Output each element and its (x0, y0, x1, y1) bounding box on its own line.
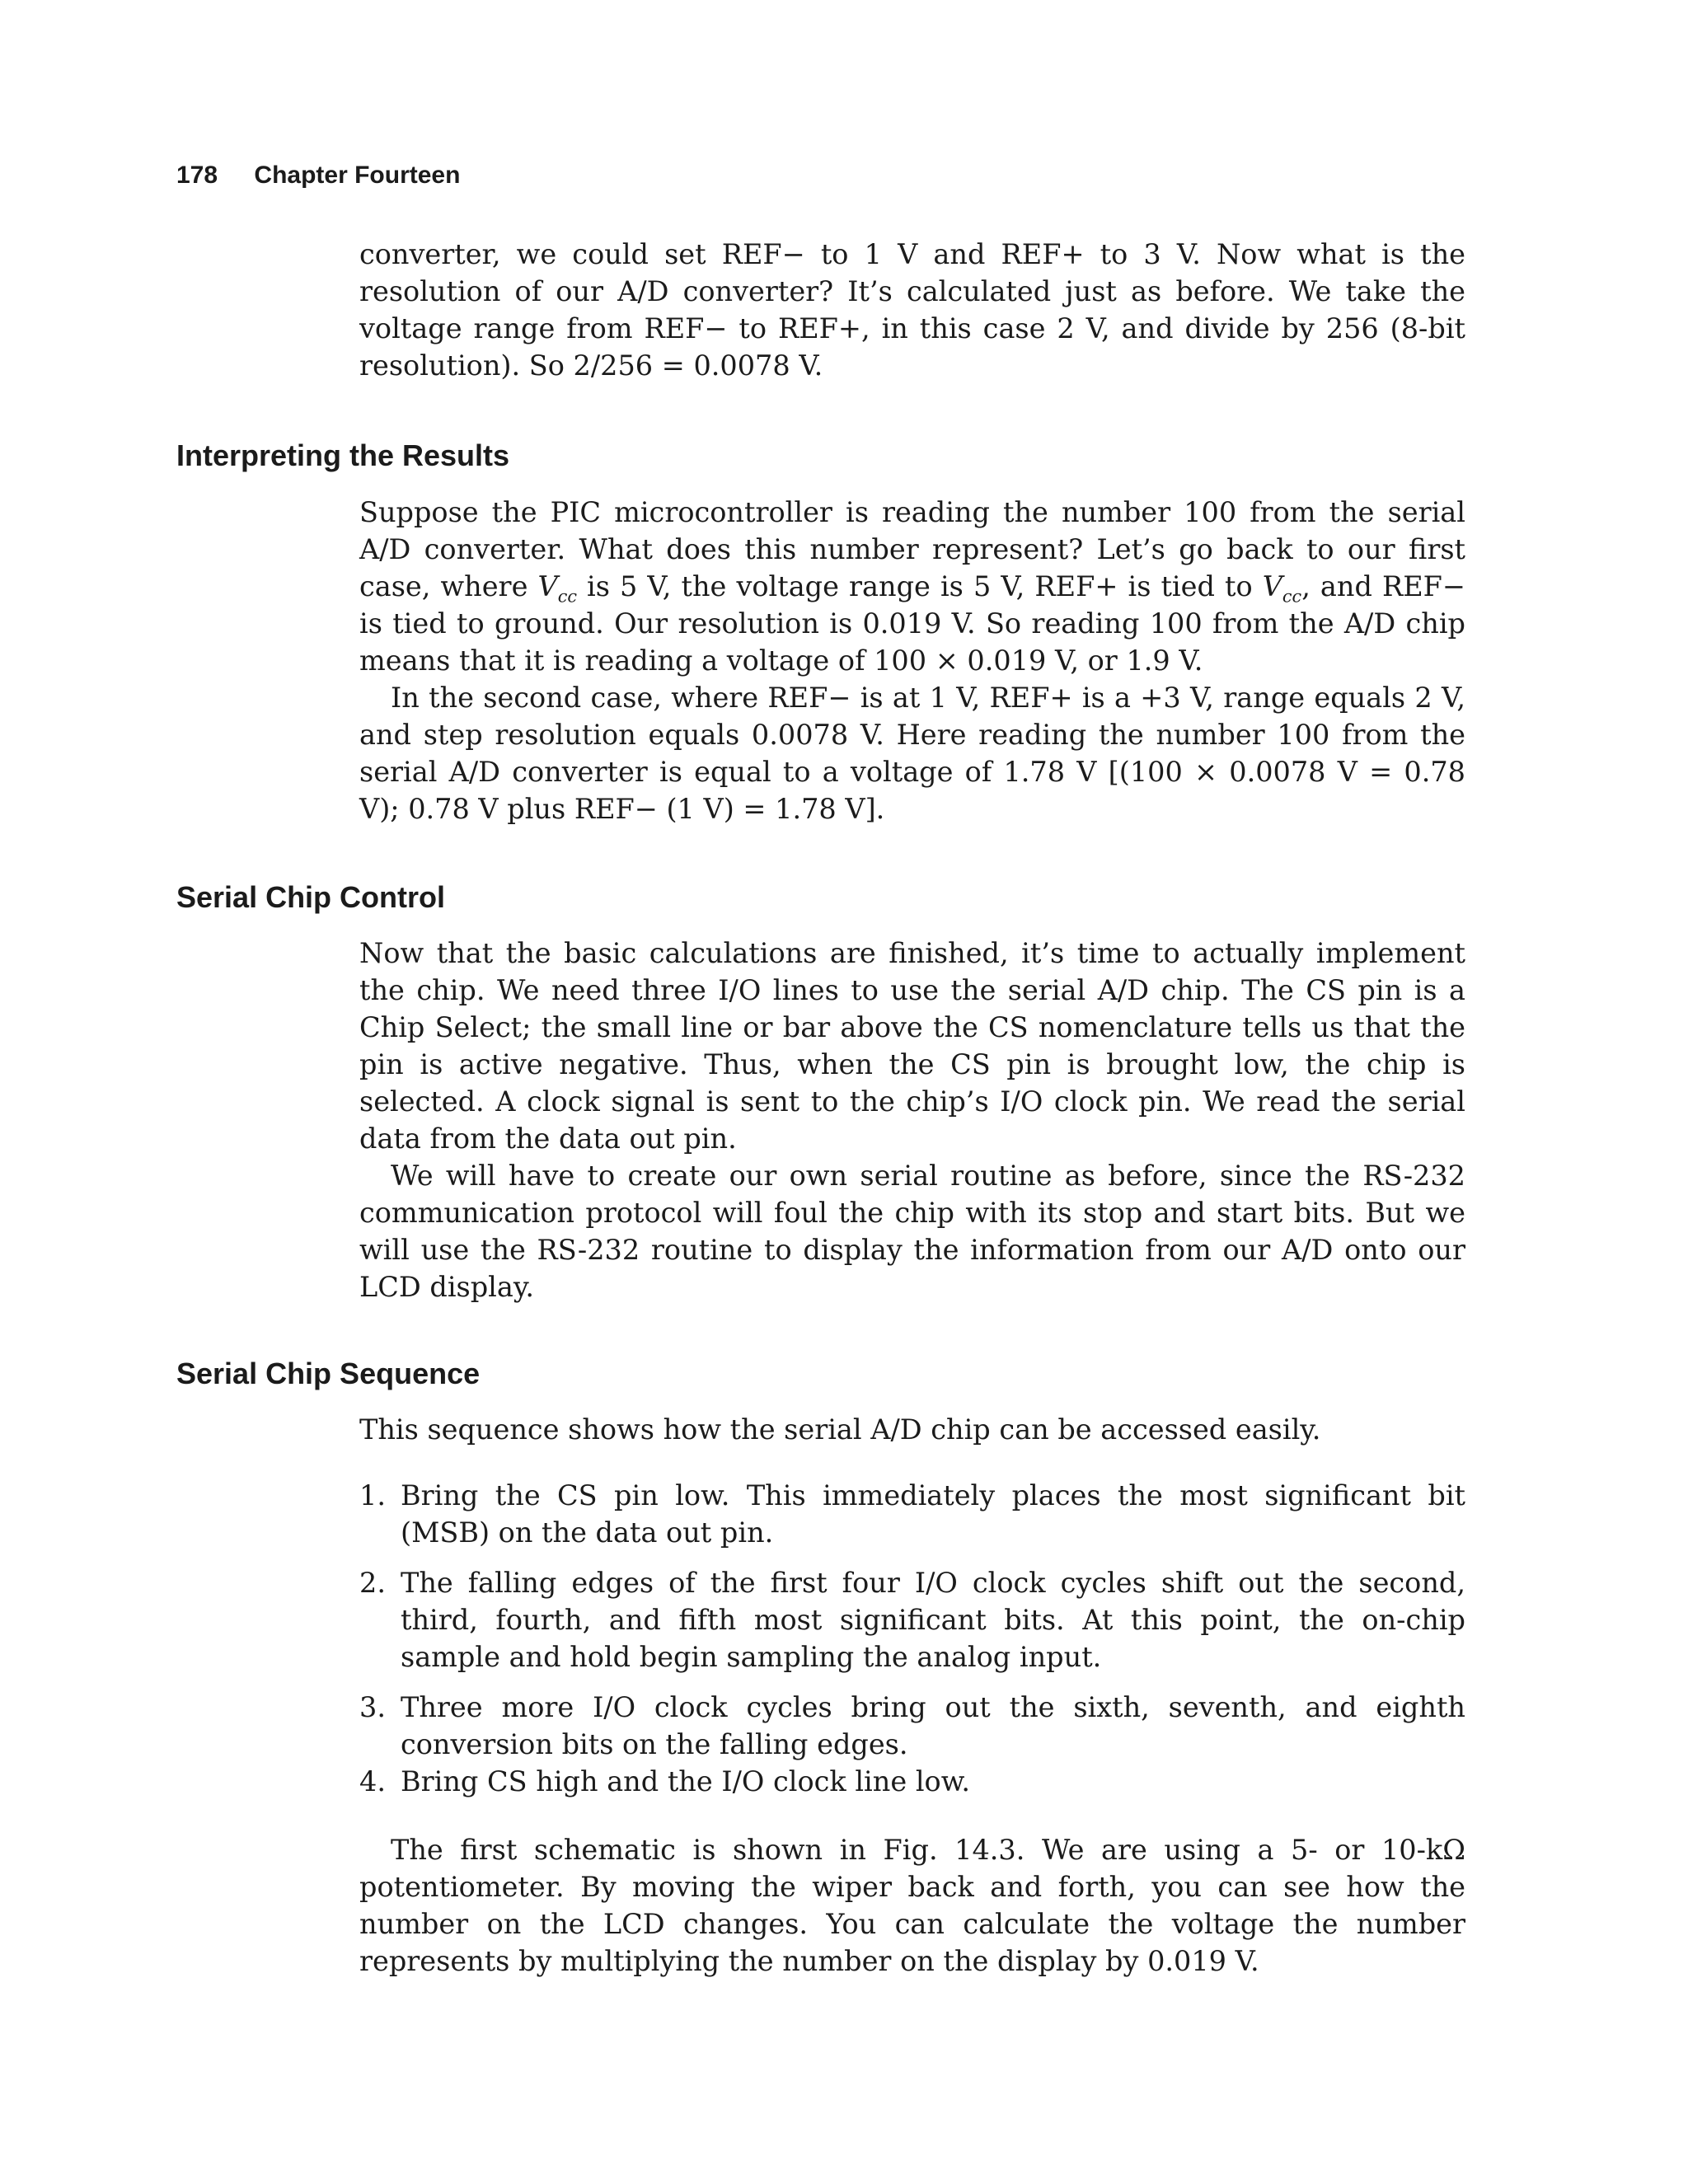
interpreting-paragraph-1: Suppose the PIC microcontroller is reading the number 100 from the serial A/D converter. What does this number represent? Let’s go back to our first case, where $V_{cc}$ is 5 V, the voltage range is 5 V, REF+ is tied to $V_{cc}$, and REF− is tied to ground. Our resolution is 0.019 V. So reading 100 from the A/D chip means that it is reading a voltage of 100 × 0.019 V, or 1.9 V. (359, 496, 1465, 677)
closing-block (359, 1831, 1465, 1980)
chapter-title: Chapter Fourteen (254, 162, 461, 189)
interpreting-section (359, 494, 1465, 827)
closing-paragraph: The first schematic is shown in Fig. 14.3. We are using a 5- or 10-kΩ potentiometer. By moving the wiper back and forth, you can see how the number on the LCD changes. You can calculate the voltage the number represents by multiplying the number on the display by 0.019 V. (359, 1834, 1465, 1977)
heading-serial-chip-sequence: Serial Chip Sequence (176, 1357, 481, 1390)
list-item: 3. Three more I/O clock cycles bring out the sixth, seventh, and eighth conversion bits on the falling edges. (359, 1691, 1465, 1760)
list-item: 4. Bring CS high and the I/O clock line low. (359, 1765, 971, 1797)
sequence-list (359, 1477, 1465, 1800)
control-paragraph-2: We will have to create our own serial routine as before, since the RS-232 communication protocol will foul the chip with its stop and start bits. But we will use the RS-232 routine to display the information from our A/D onto our LCD display. (359, 1160, 1465, 1303)
list-item: 2. The falling edges of the first four I/O clock cycles shift out the second, third, fourth, and fifth most significant bits. At this point, the on-chip sample and hold begin sampling the analog input. (359, 1567, 1465, 1673)
running-header (176, 162, 460, 190)
intro-paragraph: converter, we could set REF− to 1 V and REF+ to 3 V. Now what is the resolution of our A/D converter? It’s calculated just as before. We take the voltage range from REF− to REF+, in this case 2 V, and divide by 256 (8-bit resolution). So 2/256 = 0.0078 V. (359, 238, 1465, 382)
control-section (359, 935, 1465, 1305)
sequence-intro: This sequence shows how the serial A/D chip can be accessed easily. (359, 1413, 1321, 1446)
page-number: 178 (176, 162, 218, 189)
control-paragraph-1: Now that the basic calculations are finished, it’s time to actually implement the chip. We need three I/O lines to use the serial A/D chip. The CS pin is a Chip Select; the small line or bar above the CS nomenclature tells us that the pin is active negative. Thus, when the CS pin is brought low, the chip is selected. A clock signal is sent to the chip’s I/O clock pin. We read the serial data from the data out pin. (359, 937, 1465, 1155)
sequence-intro-block (359, 1411, 1465, 1448)
interpreting-paragraph-2: In the second case, where REF− is at 1 V, REF+ is a +3 V, range equals 2 V, and step resolution equals 0.0078 V. Here reading the number 100 from the serial A/D converter is equal to a voltage of 1.78 V [(100 × 0.0078 V = 0.78 V); 0.78 V plus REF− (1 V) = 1.78 V]. (359, 682, 1465, 825)
list-item: 1. Bring the CS pin low. This immediately places the most significant bit (MSB) on the data out pin. (359, 1479, 1465, 1549)
heading-interpreting-results: Interpreting the Results (176, 438, 510, 472)
intro-paragraph-block (359, 236, 1465, 384)
heading-serial-chip-control: Serial Chip Control (176, 880, 446, 914)
